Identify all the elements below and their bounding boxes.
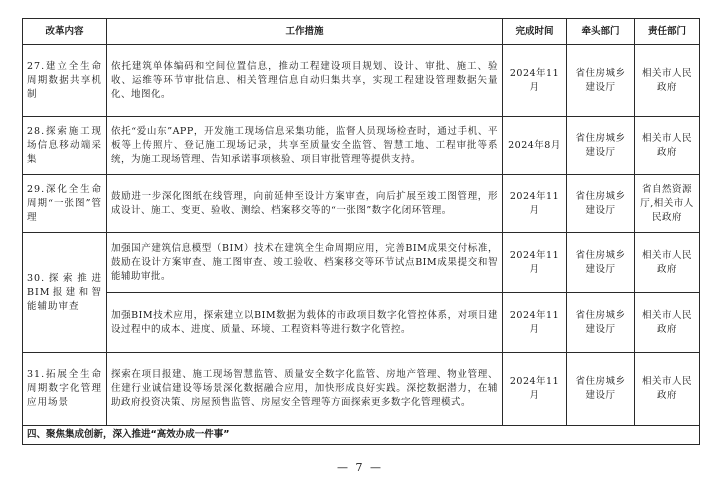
lead-department-cell: 省住房城乡建设厅: [567, 175, 635, 233]
header-responsible-department: 责任部门: [635, 19, 700, 45]
responsible-department-cell: 省自然资源厅,相关市人民政府: [635, 175, 700, 233]
reform-content-cell: 27.建立全生命周期数据共享机制: [23, 45, 107, 117]
responsible-department-cell: 相关市人民政府: [635, 353, 700, 426]
lead-department-cell: 省住房城乡建设厅: [567, 45, 635, 117]
section-heading-row: [23, 426, 700, 445]
header-lead-department: 牵头部门: [567, 19, 635, 45]
reform-content-cell: 31.拓展全生命周期数字化管理应用场景: [23, 353, 107, 426]
work-measure-cell: 加强国产建筑信息模型（BIM）技术在建筑全生命周期应用，完善BIM成果交付标准，鼓励在设计方案审查、施工图审查、竣工验收、档案移交等环节试点BIM成果提交和智能辅助审批。: [107, 233, 503, 293]
work-measure-cell: 依托“爱山东”APP，开发施工现场信息采集功能，监督人员现场检查时，通过手机、平板等上传照片、登记施工现场记录，共享至质量安全监管、智慧工地、工程审批等系统，为施工现场管理、告知承诺事项核验、项目审批管理等提供支持。: [107, 117, 503, 175]
lead-department-cell: 省住房城乡建设厅: [567, 353, 635, 426]
completion-time-cell: 2024年8月: [503, 117, 567, 175]
lead-department-cell: 省住房城乡建设厅: [567, 117, 635, 175]
completion-time-cell: 2024年11月: [503, 45, 567, 117]
responsible-department-cell: 相关市人民政府: [635, 117, 700, 175]
table-header-row: [23, 19, 700, 45]
reform-content-cell: 28.探索施工现场信息移动端采集: [23, 117, 107, 175]
table-row: [23, 175, 700, 233]
completion-time-cell: 2024年11月: [503, 353, 567, 426]
work-measure-cell: 鼓励进一步深化图纸在线管理，向前延伸至设计方案审查，向后扩展至竣工图管理，形成设计、施工、变更、验收、测绘、档案移交等的“一张图”数字化闭环管理。: [107, 175, 503, 233]
work-measure-cell: 加强BIM技术应用，探索建立以BIM数据为载体的市政项目数字化管控体系，对项目建设过程中的成本、进度、质量、环境、工程资料等进行数字化管控。: [107, 293, 503, 353]
responsible-department-cell: 相关市人民政府: [635, 45, 700, 117]
responsible-department-cell: 相关市人民政府: [635, 293, 700, 353]
work-measure-cell: 依托建筑单体编码和空间位置信息，推动工程建设项目规划、设计、审批、施工、验收、运维等环节审批信息、相关管理信息自动归集共享，实现工程建设管理数据矢量化、地图化。: [107, 45, 503, 117]
responsible-department-cell: 相关市人民政府: [635, 233, 700, 293]
page-number: — 7 —: [337, 461, 383, 474]
header-reform-content: 改革内容: [23, 19, 107, 45]
header-work-measures: 工作措施: [107, 19, 503, 45]
reform-measures-table: [22, 18, 700, 445]
completion-time-cell: 2024年11月: [503, 233, 567, 293]
table-row: [23, 233, 700, 293]
completion-time-cell: 2024年11月: [503, 293, 567, 353]
work-measure-cell: 探索在项目报建、施工现场智慧监管、质量安全数字化监管、房地产管理、物业管理、住建行业诚信建设等场景深化数据融合应用，加快形成良好实践。深挖数据潜力，在辅助政府投资决策、房屋预售监管、房屋安全管理等方面探索更多数字化管理模式。: [107, 353, 503, 426]
table-row: [23, 45, 700, 117]
completion-time-cell: 2024年11月: [503, 175, 567, 233]
reform-content-cell: 29.深化全生命周期“一张图”管理: [23, 175, 107, 233]
table-row: [23, 293, 700, 353]
lead-department-cell: 省住房城乡建设厅: [567, 233, 635, 293]
header-completion-time: 完成时间: [503, 19, 567, 45]
lead-department-cell: 省住房城乡建设厅: [567, 293, 635, 353]
section-heading: 四、聚焦集成创新，深入推进“高效办成一件事”: [23, 426, 700, 445]
table-row: [23, 117, 700, 175]
reform-content-cell: 30.探索推进BIM报建和智能辅助审查: [23, 233, 107, 353]
table-row: [23, 353, 700, 426]
